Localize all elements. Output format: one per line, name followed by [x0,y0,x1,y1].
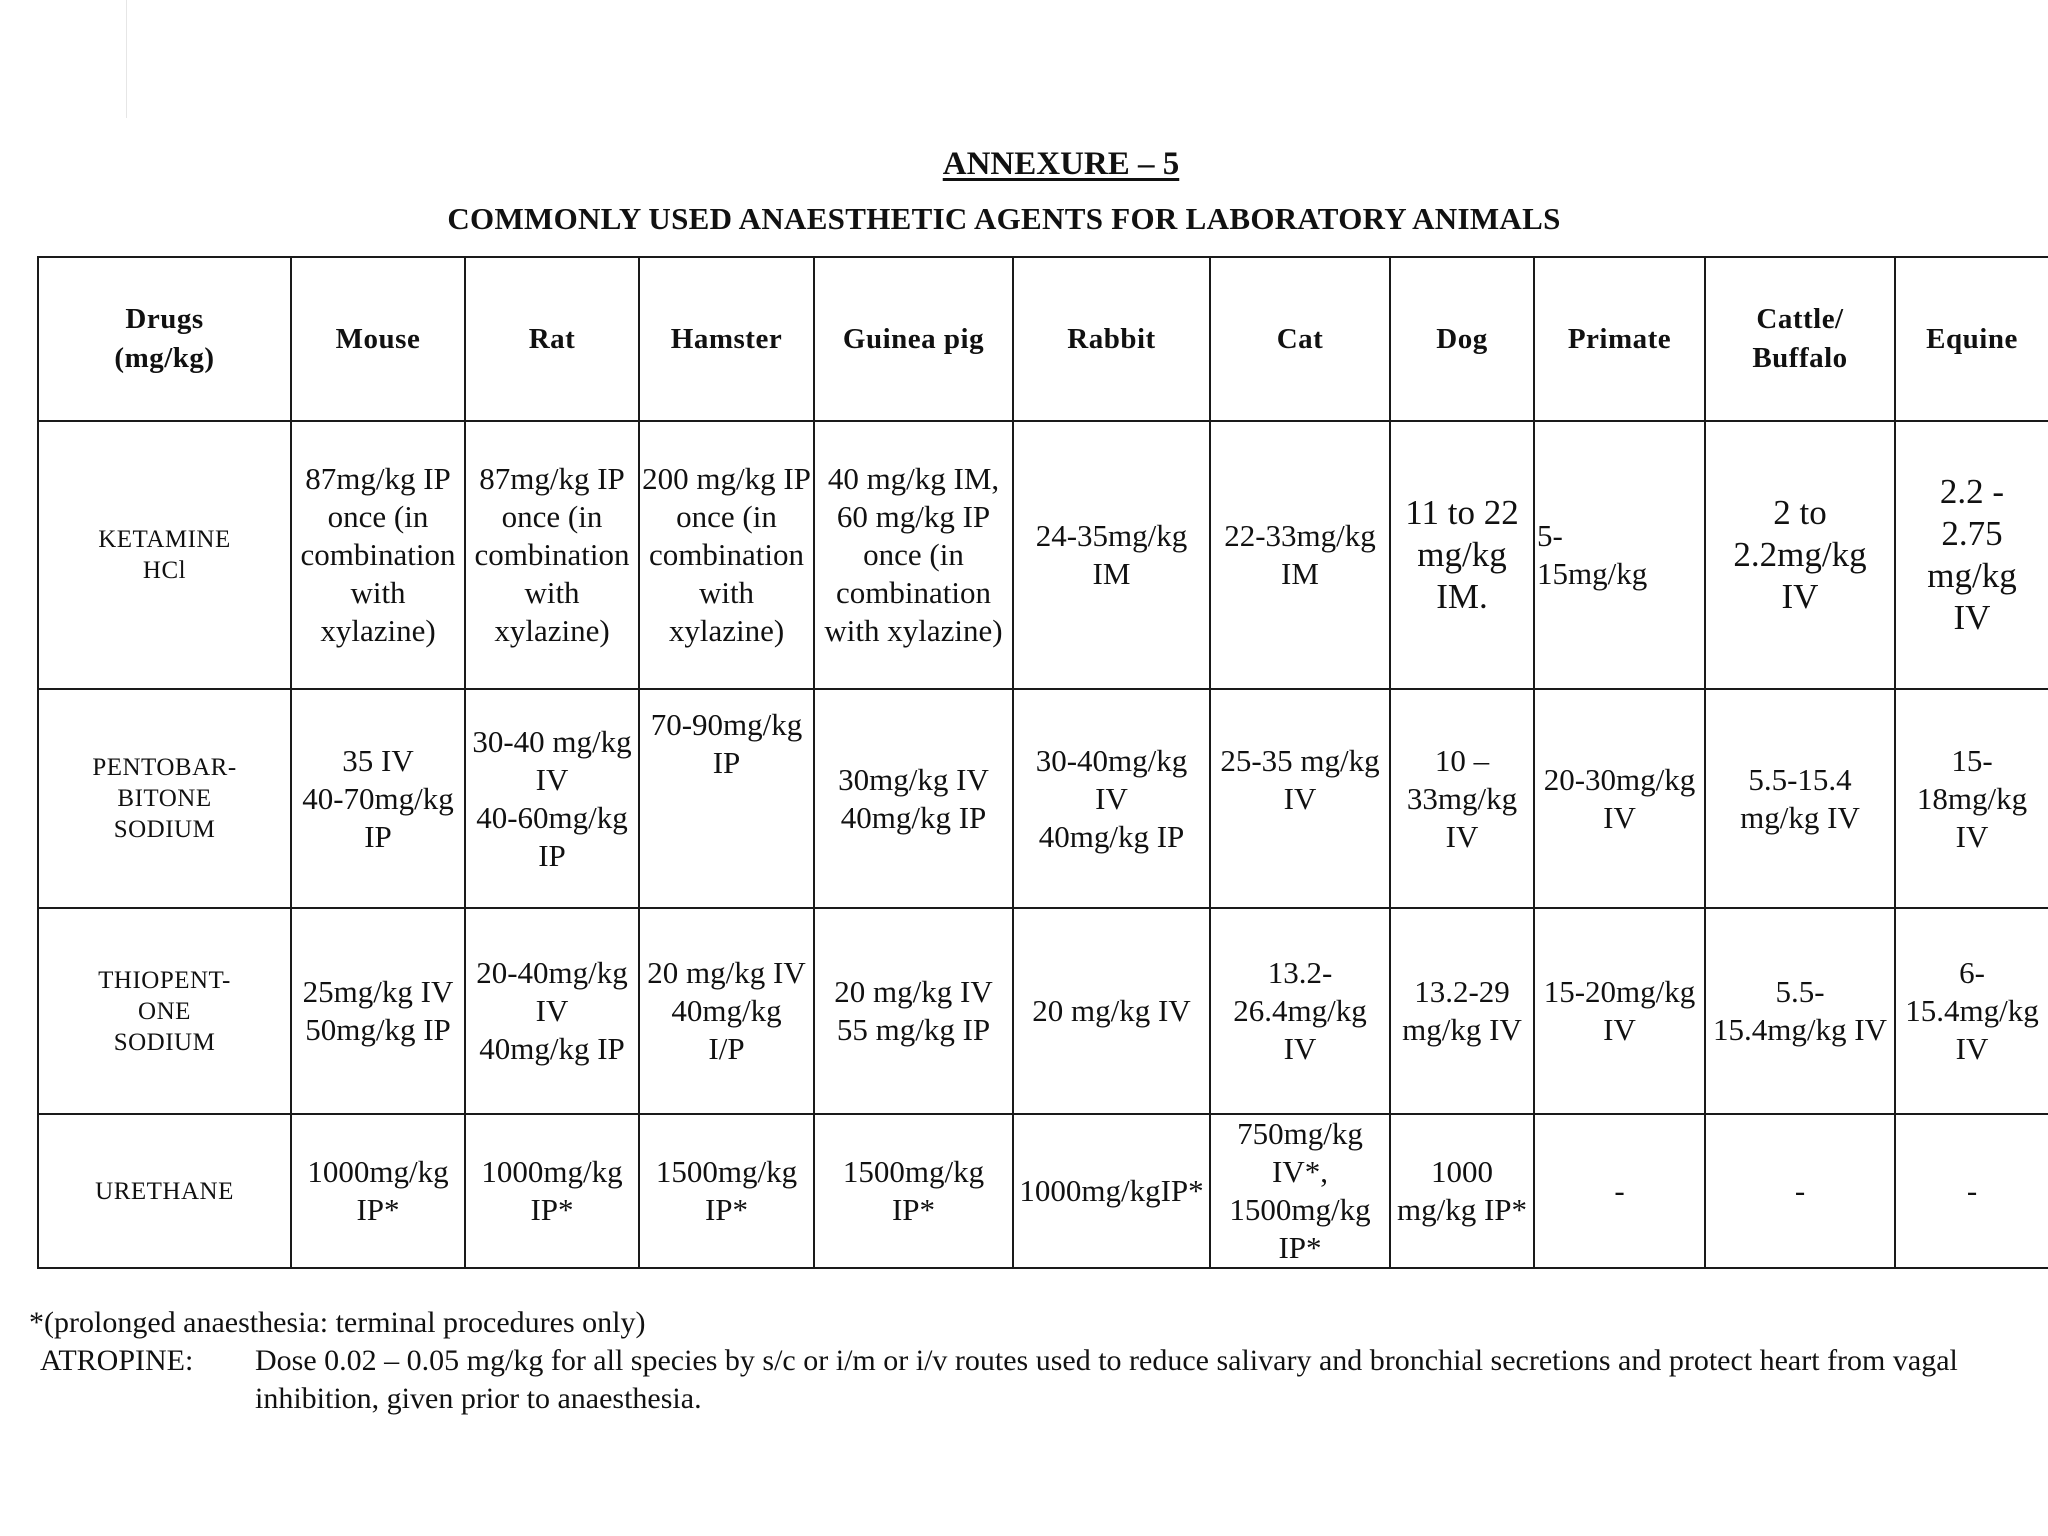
drug-name-cell: URETHANE [38,1114,291,1268]
dose-cell: - [1534,1114,1705,1268]
footnote: *(prolonged anaesthesia: terminal procedures only) [29,1306,646,1339]
header-drugs: Drugs (mg/kg) [38,257,291,421]
header-mouse: Mouse [291,257,465,421]
header-equine: Equine [1895,257,2048,421]
annexure-heading: ANNEXURE – 5 [942,146,1180,182]
dose-cell: 5.5- 15.4mg/kg IV [1705,908,1895,1114]
header-guinea-pig: Guinea pig [814,257,1013,421]
dose-cell: 15- 18mg/kg IV [1895,689,2048,908]
dose-cell: 20 mg/kg IV [1013,908,1210,1114]
dose-cell: 40 mg/kg IM, 60 mg/kg IP once (in combination with xylazine) [814,421,1013,689]
table-row-thiopentone [38,908,2048,1114]
dose-cell: 2.2 - 2.75 mg/kg IV [1895,421,2048,689]
atropine-label: ATROPINE: [40,1344,194,1377]
dose-cell: 5.5-15.4 mg/kg IV [1705,689,1895,908]
dose-cell: 2 to 2.2mg/kg IV [1705,421,1895,689]
dose-cell: 20-30mg/kg IV [1534,689,1705,908]
header-rat: Rat [465,257,639,421]
dose-cell: - [1705,1114,1895,1268]
dose-cell: 750mg/kg IV*, 1500mg/kg IP* [1210,1114,1390,1268]
dose-cell: 25mg/kg IV 50mg/kg IP [291,908,465,1114]
drug-name-cell: PENTOBAR- BITONE SODIUM [38,689,291,908]
header-rabbit: Rabbit [1013,257,1210,421]
dose-cell: 10 – 33mg/kg IV [1390,689,1534,908]
dose-cell: - [1895,1114,2048,1268]
dose-cell: 87mg/kg IP once (in combination with xylazine) [291,421,465,689]
page-margin-line [126,0,127,118]
dose-cell: 15-20mg/kg IV [1534,908,1705,1114]
dose-cell: 24-35mg/kg IM [1013,421,1210,689]
header-cattle-buffalo: Cattle/ Buffalo [1705,257,1895,421]
header-primate: Primate [1534,257,1705,421]
dose-cell: 20 mg/kg IV 40mg/kg I/P [639,908,814,1114]
dose-cell: 35 IV 40-70mg/kg IP [291,689,465,908]
dose-cell: 13.2-29 mg/kg IV [1390,908,1534,1114]
table-row-pentobarbitone [38,689,2048,908]
dose-cell: 25-35 mg/kg IV [1210,689,1390,908]
dose-cell: 1500mg/kg IP* [639,1114,814,1268]
atropine-note [40,1342,2030,1418]
dose-cell: 200 mg/kg IP once (in combination with xylazine) [639,421,814,689]
anaesthetic-agents-table [37,256,2048,1269]
dose-cell: 11 to 22 mg/kg IM. [1390,421,1534,689]
dose-cell: 20 mg/kg IV 55 mg/kg IP [814,908,1013,1114]
dose-cell: 1000mg/kg IP* [291,1114,465,1268]
dose-cell: 5- 15mg/kg [1534,421,1705,689]
dose-cell: 1000mg/kg IP* [465,1114,639,1268]
table-title: COMMONLY USED ANAESTHETIC AGENTS FOR LABORATORY ANIMALS [447,201,1561,236]
dose-cell: 20-40mg/kg IV 40mg/kg IP [465,908,639,1114]
dose-cell: 1000mg/kgIP* [1013,1114,1210,1268]
header-hamster: Hamster [639,257,814,421]
dose-cell: 30-40mg/kg IV 40mg/kg IP [1013,689,1210,908]
dose-cell: 6- 15.4mg/kg IV [1895,908,2048,1114]
table-header-row [38,257,2048,421]
header-cat: Cat [1210,257,1390,421]
dose-cell: 13.2- 26.4mg/kg IV [1210,908,1390,1114]
atropine-text: Dose 0.02 – 0.05 mg/kg for all species by s/c or i/m or i/v routes used to reduce salivary and bronchial secretions and protect heart from vagal inhibition, given prior to anaesthesia. [255,1344,1958,1415]
dose-cell: 1500mg/kg IP* [814,1114,1013,1268]
dose-cell: 1000 mg/kg IP* [1390,1114,1534,1268]
drug-name-cell: KETAMINE HCl [38,421,291,689]
dose-cell: 70-90mg/kg IP [639,689,814,908]
header-dog: Dog [1390,257,1534,421]
dose-cell: 30mg/kg IV 40mg/kg IP [814,689,1013,908]
dose-cell: 87mg/kg IP once (in combination with xylazine) [465,421,639,689]
drug-name-cell: THIOPENT- ONE SODIUM [38,908,291,1114]
dose-cell: 22-33mg/kg IM [1210,421,1390,689]
table-row-ketamine [38,421,2048,689]
dose-cell: 30-40 mg/kg IV 40-60mg/kg IP [465,689,639,908]
table-row-urethane [38,1114,2048,1268]
